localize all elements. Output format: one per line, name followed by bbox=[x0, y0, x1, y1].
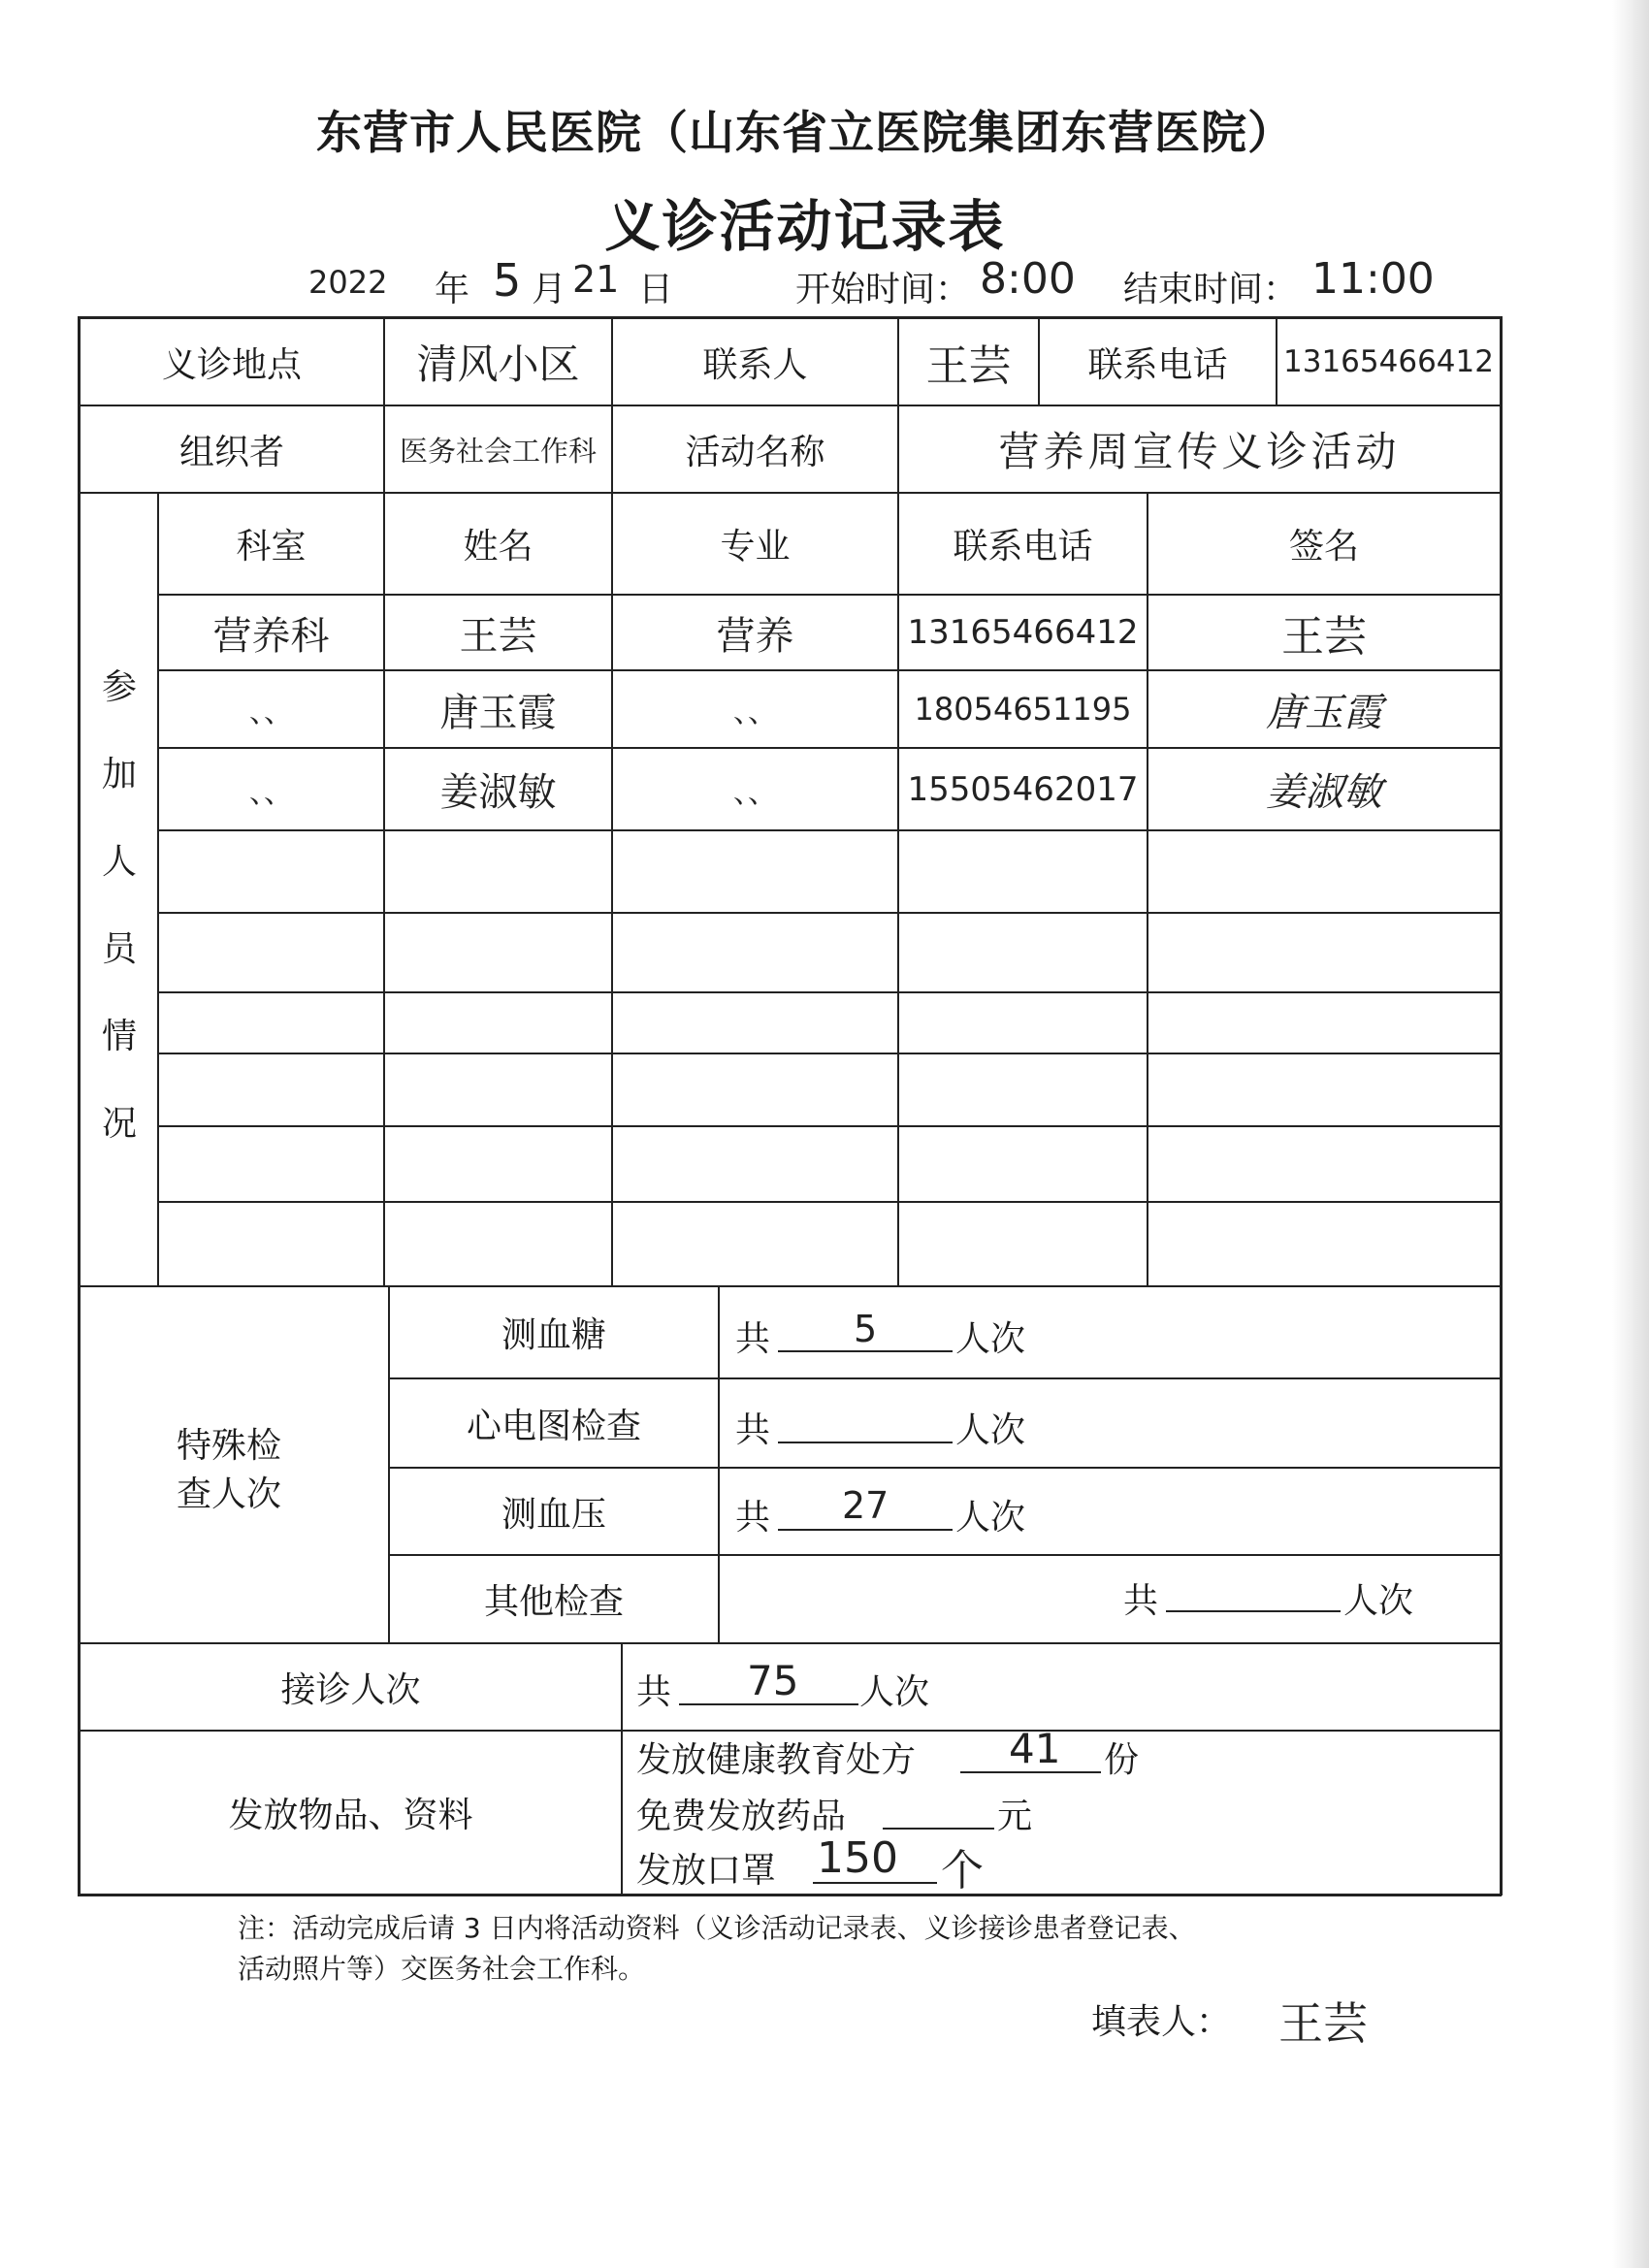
section-char: 情 bbox=[101, 1017, 137, 1056]
gong-label: 共 bbox=[735, 1498, 771, 1538]
header-sign: 签名 bbox=[1288, 527, 1359, 567]
header-dept: 科室 bbox=[236, 527, 307, 567]
section-char: 参 bbox=[101, 667, 137, 707]
value-underline bbox=[883, 1828, 994, 1830]
edu-value: 41 bbox=[1009, 1725, 1061, 1772]
month-label: 月 bbox=[532, 270, 567, 309]
check-glucose-value: 5 bbox=[854, 1308, 878, 1350]
row-divider bbox=[157, 1053, 1502, 1054]
row-divider bbox=[157, 1125, 1502, 1127]
unit-label: 人次 bbox=[1343, 1581, 1414, 1621]
section-char: 况 bbox=[101, 1104, 137, 1144]
day-value: 21 bbox=[572, 258, 620, 301]
gong-label: 共 bbox=[735, 1319, 771, 1359]
header-phone: 联系电话 bbox=[953, 527, 1093, 567]
checks-label-line2: 查人次 bbox=[177, 1474, 282, 1514]
table-bottom-border bbox=[78, 1894, 1502, 1896]
activity-label: 活动名称 bbox=[685, 432, 825, 472]
end-time-label: 结束时间： bbox=[1123, 270, 1299, 309]
year-value: 2022 bbox=[308, 264, 388, 301]
value-underline bbox=[778, 1442, 953, 1443]
end-time-value: 11:00 bbox=[1311, 254, 1435, 304]
phone-value: 13165466412 bbox=[1283, 344, 1494, 379]
contact-value: 王芸 bbox=[925, 341, 1012, 391]
participant-name: 唐玉霞 bbox=[439, 690, 557, 735]
participant-major: 营养 bbox=[716, 613, 794, 659]
unit-label: 人次 bbox=[955, 1498, 1026, 1538]
edu-unit: 份 bbox=[1104, 1740, 1140, 1780]
filler-label: 填表人： bbox=[1091, 2002, 1232, 2042]
gong-label: 共 bbox=[1123, 1581, 1159, 1621]
hospital-title: 东营市人民医院（山东省立医院集团东营医院） bbox=[316, 107, 1294, 160]
participant-dept: 、、 bbox=[249, 696, 293, 729]
check-ecg-label: 心电图检查 bbox=[466, 1406, 641, 1446]
year-label: 年 bbox=[435, 270, 470, 309]
participant-phone: 18054651195 bbox=[914, 691, 1132, 728]
check-glucose-label: 测血糖 bbox=[501, 1315, 606, 1355]
note-line-1: 注：活动完成后请 3 日内将活动资料（义诊活动记录表、义诊接诊患者登记表、 bbox=[238, 1912, 1196, 1944]
section-char: 人 bbox=[101, 842, 137, 882]
month-value: 5 bbox=[493, 254, 522, 307]
organizer-label: 组织者 bbox=[178, 432, 284, 472]
header-name: 姓名 bbox=[463, 527, 534, 567]
participant-dept: 、、 bbox=[249, 775, 293, 810]
unit-label: 人次 bbox=[955, 1319, 1026, 1359]
start-time-label: 开始时间： bbox=[795, 270, 971, 309]
check-bp-value: 27 bbox=[842, 1484, 889, 1527]
participant-sign: 王芸 bbox=[1281, 612, 1367, 662]
check-bp-label: 测血压 bbox=[501, 1494, 606, 1535]
section-char: 员 bbox=[101, 929, 137, 969]
organizer-value: 医务社会工作科 bbox=[399, 434, 597, 468]
check-other-label: 其他检查 bbox=[483, 1582, 624, 1622]
reception-value: 75 bbox=[747, 1657, 799, 1704]
participant-name: 姜淑敏 bbox=[439, 770, 557, 815]
participant-dept: 营养科 bbox=[212, 613, 330, 659]
participant-major: 、、 bbox=[733, 775, 777, 810]
row-divider bbox=[157, 1201, 1502, 1203]
gong-label: 共 bbox=[636, 1672, 672, 1712]
day-label: 日 bbox=[638, 270, 674, 309]
start-time-value: 8:00 bbox=[980, 254, 1076, 304]
unit-label: 人次 bbox=[859, 1672, 930, 1712]
unit-label: 人次 bbox=[955, 1410, 1026, 1450]
col-divider bbox=[718, 1285, 720, 1642]
note-line-2: 活动照片等）交医务社会工作科。 bbox=[238, 1953, 646, 1985]
header-major: 专业 bbox=[720, 527, 791, 567]
participant-phone: 15505462017 bbox=[907, 769, 1139, 809]
row-divider bbox=[157, 912, 1502, 914]
form-title: 义诊活动记录表 bbox=[604, 194, 1006, 259]
phone-label: 联系电话 bbox=[1087, 344, 1228, 385]
value-underline bbox=[1166, 1610, 1341, 1612]
section-char: 加 bbox=[101, 755, 137, 794]
table-right-border bbox=[1500, 316, 1503, 1895]
value-underline bbox=[778, 1529, 953, 1531]
row-divider bbox=[157, 991, 1502, 993]
contact-label: 联系人 bbox=[702, 344, 808, 385]
row-divider bbox=[78, 1285, 1502, 1287]
participant-phone: 13165466412 bbox=[907, 613, 1139, 652]
participant-major: 、、 bbox=[733, 696, 777, 729]
distribution-label: 发放物品、资料 bbox=[228, 1796, 473, 1835]
mask-value: 150 bbox=[817, 1833, 898, 1883]
edu-label: 发放健康教育处方 bbox=[636, 1740, 917, 1780]
mask-label: 发放口罩 bbox=[636, 1851, 777, 1891]
participant-sign: 唐玉霞 bbox=[1266, 690, 1382, 735]
activity-value: 营养周宣传义诊活动 bbox=[998, 428, 1401, 475]
participant-sign: 姜淑敏 bbox=[1266, 770, 1382, 815]
checks-label-line1: 特殊检 bbox=[177, 1426, 282, 1466]
mask-unit: 个 bbox=[941, 1846, 984, 1895]
gong-label: 共 bbox=[735, 1410, 771, 1450]
col-divider bbox=[621, 1642, 623, 1895]
filler-value: 王芸 bbox=[1278, 1997, 1368, 2050]
drug-label: 免费发放药品 bbox=[636, 1797, 847, 1836]
participant-name: 王芸 bbox=[459, 613, 537, 659]
scan-edge-shadow bbox=[1612, 0, 1649, 2268]
location-value: 清风小区 bbox=[416, 340, 580, 388]
drug-unit: 元 bbox=[997, 1797, 1033, 1836]
reception-label: 接诊人次 bbox=[280, 1669, 421, 1710]
location-label: 义诊地点 bbox=[161, 344, 302, 385]
row-divider bbox=[157, 829, 1502, 831]
value-underline bbox=[778, 1350, 953, 1352]
